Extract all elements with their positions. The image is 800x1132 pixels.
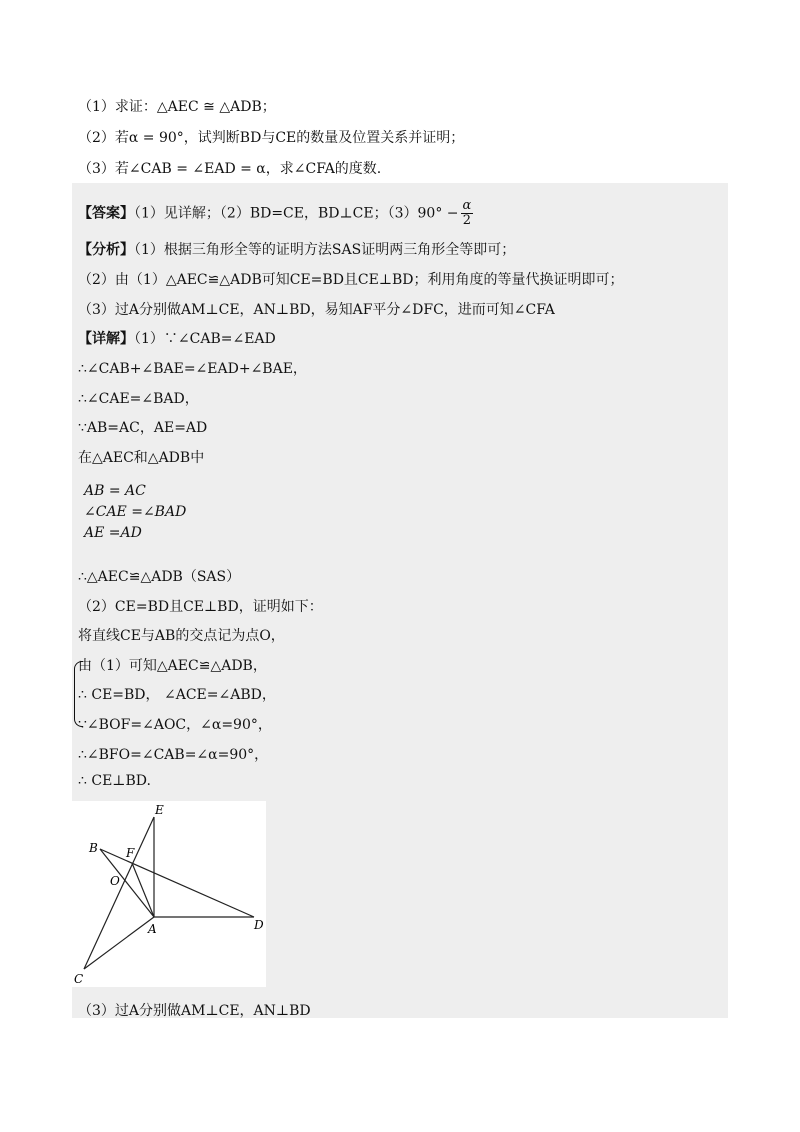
answer-fraction (461, 199, 474, 228)
detail-line-2: ∴∠CAB+∠BAE=∠EAD+∠BAE， (78, 361, 307, 377)
detail-line-4: ∵AB=AC，AE=AD (78, 420, 208, 436)
detail-label: 【详解】 (78, 331, 134, 347)
detail-line-12: ∴∠BFO=∠CAB=∠α=90°， (78, 747, 269, 763)
geometry-figure (72, 801, 266, 987)
analysis-line-2: （2）由（1）△AEC≌△ADB可知CE=BD且CE⊥BD；利用角度的等量代换证明即可； (78, 272, 624, 288)
system-eq-1: AB = AC (84, 483, 146, 499)
question-1: （1）求证：△AEC ≅ △ADB； (78, 99, 276, 115)
detail-line-11: ∵∠BOF=∠AOC，∠α=90°， (78, 717, 272, 733)
label-D: D (254, 918, 264, 932)
detail-line-5: 在△AEC和△ADB中 (78, 450, 205, 466)
geometry-diagram (72, 801, 266, 987)
label-A: A (148, 922, 157, 936)
label-F: F (126, 846, 135, 860)
answer-label: 【答案】 (78, 205, 134, 222)
analysis-line-1 (78, 239, 515, 259)
label-E: E (155, 803, 164, 817)
detail-line-13: ∴ CE⊥BD. (78, 773, 151, 789)
fraction-denominator: 2 (462, 213, 472, 228)
solution-panel (72, 183, 728, 1018)
detail-line-9: 由（1）可知△AEC≌△ADB， (78, 658, 267, 674)
detail-line-8: 将直线CE与AB的交点记为点O， (78, 628, 285, 644)
system-eq-3: AE =AD (84, 525, 142, 541)
detail-line-14: （3）过A分别做AM⊥CE，AN⊥BD (78, 1003, 311, 1019)
label-B: B (89, 841, 98, 855)
detail-line-1 (78, 328, 276, 348)
detail-line-3: ∴∠CAE=∠BAD， (78, 391, 199, 407)
label-C: C (74, 972, 84, 986)
detail-line-7: （2）CE=BD且CE⊥BD，证明如下： (78, 599, 323, 615)
question-2: （2）若α = 90°，试判断BD与CE的数量及位置关系并证明； (78, 130, 465, 146)
analysis-line-3: （3）过A分别做AM⊥CE，AN⊥BD，易知AF平分∠DFC，进而可知∠CFA (78, 302, 555, 318)
segment-EC (84, 817, 154, 969)
detail-line-10: ∴ CE=BD， ∠ACE=∠ABD， (78, 687, 276, 703)
detail-text-1: （1）∵∠CAB=∠EAD (134, 331, 276, 347)
detail-line-6: ∴△AEC≌△ADB（SAS） (78, 569, 241, 585)
fraction-numerator: α (462, 198, 472, 213)
label-O: O (110, 874, 120, 888)
system-eq-2: ∠CAE =∠BAD (84, 504, 187, 520)
answer-line (78, 199, 473, 228)
analysis-text-1: （1）根据三角形全等的证明方法SAS证明两三角形全等即可； (134, 242, 516, 258)
segment-AC (84, 917, 154, 969)
analysis-label: 【分析】 (78, 242, 134, 258)
answer-text: （1）见详解；（2）BD=CE，BD⊥CE；（3）90° − (134, 205, 459, 222)
question-3: （3）若∠CAB = ∠EAD = α，求∠CFA的度数. (78, 161, 382, 177)
